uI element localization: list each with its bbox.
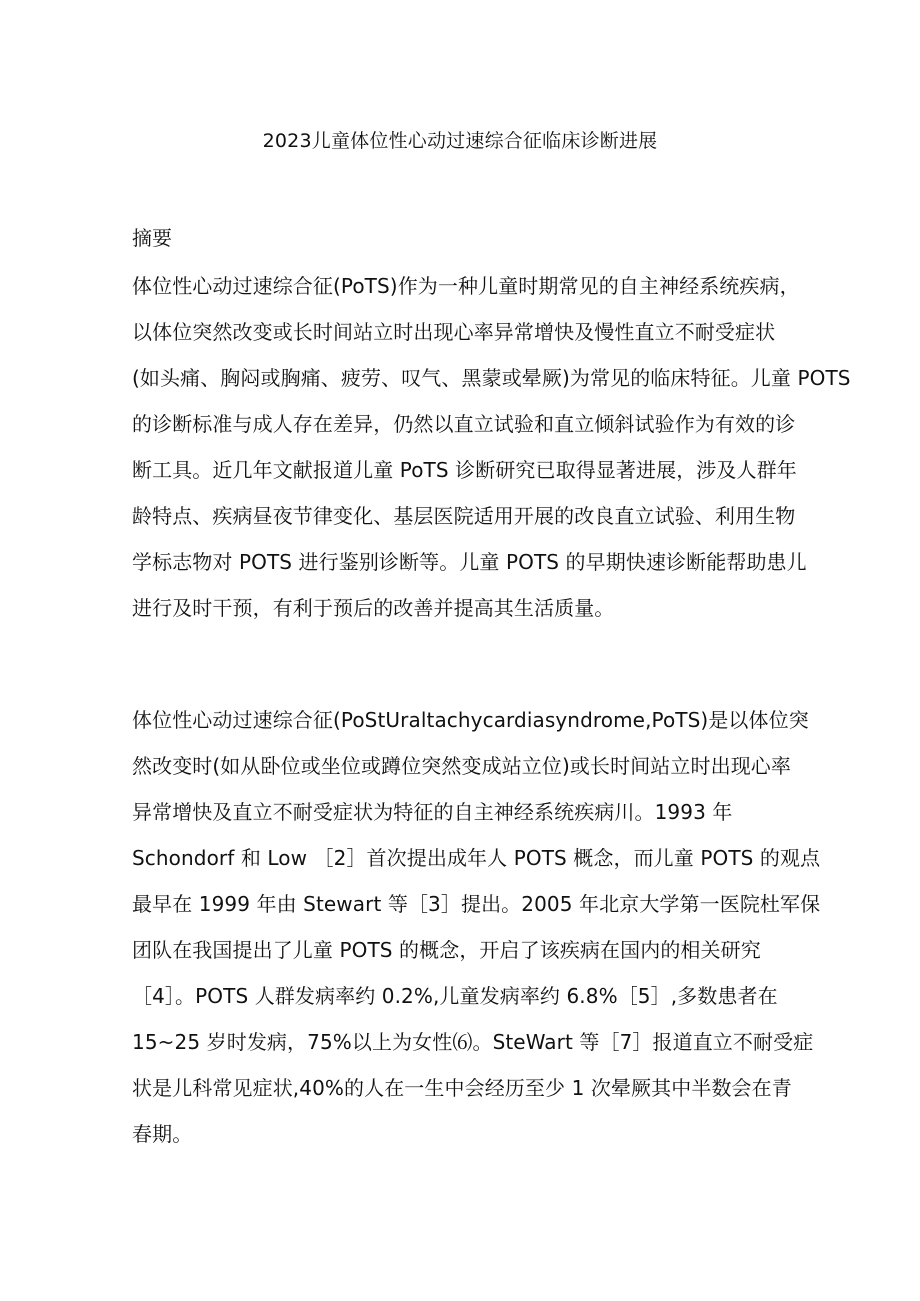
abstract-paragraph	[132, 263, 851, 631]
abstract-line: (如头痛、胸闷或胸痛、疲劳、叹气、黑蒙或晕厥)为常见的临床特征。儿童 POTS	[132, 366, 851, 390]
abstract-line: 的诊断标准与成人存在差异，仍然以直立试验和直立倾斜试验作为有效的诊	[132, 412, 796, 436]
body-line: 状是儿科常见症状,40%的人在一生中会经历至少 1 次晕厥其中半数会在青	[132, 1076, 792, 1100]
abstract-line: 龄特点、疾病昼夜节律变化、基层医院适用开展的改良直立试验、利用生物	[132, 504, 796, 528]
abstract-line: 学标志物对 POTS 进行鉴别诊断等。儿童 POTS 的早期快速诊断能帮助患儿	[132, 550, 807, 574]
abstract-line: 进行及时干预，有利于预后的改善并提高其生活质量。	[132, 596, 615, 620]
body-line: 异常增快及直立不耐受症状为特征的自主神经系统疾病川。1993 年	[132, 800, 733, 824]
body-line: 然改变时(如从卧位或坐位或蹲位突然变成站立位)或长时间站立时出现心率	[132, 754, 792, 778]
body-line: 团队在我国提出了儿童 POTS 的概念，开启了该疾病在国内的相关研究	[132, 938, 761, 962]
abstract-line: 断工具。近几年文献报道儿童 PoTS 诊断研究已取得显著进展，涉及人群年	[132, 458, 797, 482]
body-paragraph	[132, 697, 821, 1157]
body-line: 体位性心动过速综合征(PoStUraltachycardiasyndrome,PoTS)是以体位突	[132, 708, 809, 732]
body-line: ［4］。POTS 人群发病率约 0.2%,儿童发病率约 6.8%［5］,多数患者在	[132, 984, 778, 1008]
body-line: 最早在 1999 年由 Stewart 等［3］提出。2005 年北京大学第一医院杜军保	[132, 892, 821, 916]
body-line: Schondorf 和 Low ［2］首次提出成年人 POTS 概念，而儿童 POTS 的观点	[132, 846, 821, 870]
abstract-heading: 摘要	[132, 226, 172, 250]
abstract-line: 以体位突然改变或长时间站立时出现心率异常增快及慢性直立不耐受症状	[132, 320, 776, 344]
abstract-line: 体位性心动过速综合征(PoTS)作为一种儿童时期常见的自主神经系统疾病，	[132, 274, 800, 298]
document-title: 2023儿童体位性心动过速综合征临床诊断进展	[262, 130, 658, 152]
body-line: 15~25 岁时发病，75%以上为女性⑹。SteWart 等［7］报道直立不耐受症	[132, 1030, 814, 1054]
body-line: 春期。	[132, 1122, 193, 1146]
